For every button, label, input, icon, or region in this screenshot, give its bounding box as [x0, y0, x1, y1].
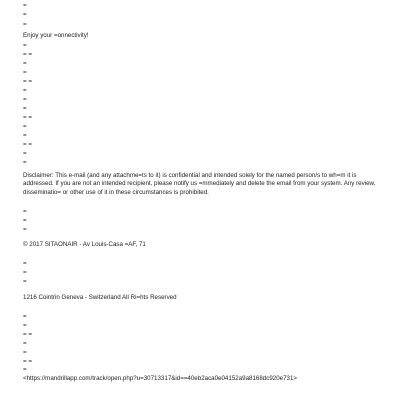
line-break-marker: =	[23, 150, 27, 157]
line-break-marker: =	[23, 260, 27, 267]
line-break-marker: =	[23, 349, 27, 356]
line-break-marker: =	[23, 21, 27, 28]
line-break-marker: = =	[23, 358, 32, 365]
line-break-marker: =	[23, 132, 27, 139]
line-break-marker: =	[23, 69, 27, 76]
line-break-marker: = =	[23, 78, 32, 85]
line-break-marker: =	[23, 340, 27, 347]
address-line: 1216 Cointrin Geneva - Switzerland All Ri=hts Reserved	[23, 294, 177, 301]
line-break-marker: =	[23, 105, 27, 112]
copyright-line: © 2017 SITAONAIR - Av Louis-Casa =AF, 71	[23, 241, 146, 248]
line-break-marker: =	[23, 2, 27, 9]
line-break-marker: =	[23, 226, 27, 233]
line-break-marker: = =	[23, 331, 32, 338]
enjoy-connectivity-line: Enjoy your =onnectivity!	[23, 32, 89, 39]
line-break-marker: =	[23, 217, 27, 224]
tracking-link[interactable]: <https://mandrillapp.com/track/open.php?u=30713317&id==40eb2aca0e04152a9a8168dc920e731>	[23, 375, 298, 382]
line-break-marker: =	[23, 208, 27, 215]
disclaimer-paragraph: Disclaimer: This e-mail (and any attachme=ts to it) is confidential and intended solely for the named person/s to wh=m it is addressed. If you are not an intended recipient, please notify us =mmediately and delete the email from your system. Any review, disseminatio= or other use of it in these circumstances is prohibited.	[23, 172, 376, 196]
line-break-marker: =	[23, 366, 27, 373]
line-break-marker: =	[23, 322, 27, 329]
line-break-marker: =	[23, 87, 27, 94]
line-break-marker: =	[23, 42, 27, 49]
line-break-marker: =	[23, 269, 27, 276]
line-break-marker: =	[23, 313, 27, 320]
line-break-marker: =	[23, 278, 27, 285]
line-break-marker: =	[23, 123, 27, 130]
line-break-marker: = =	[23, 141, 32, 148]
line-break-marker: = =	[23, 114, 32, 121]
line-break-marker: = =	[23, 51, 32, 58]
line-break-marker: =	[23, 159, 27, 166]
line-break-marker: =	[23, 60, 27, 67]
line-break-marker: =	[23, 96, 27, 103]
line-break-marker: =	[23, 11, 27, 18]
